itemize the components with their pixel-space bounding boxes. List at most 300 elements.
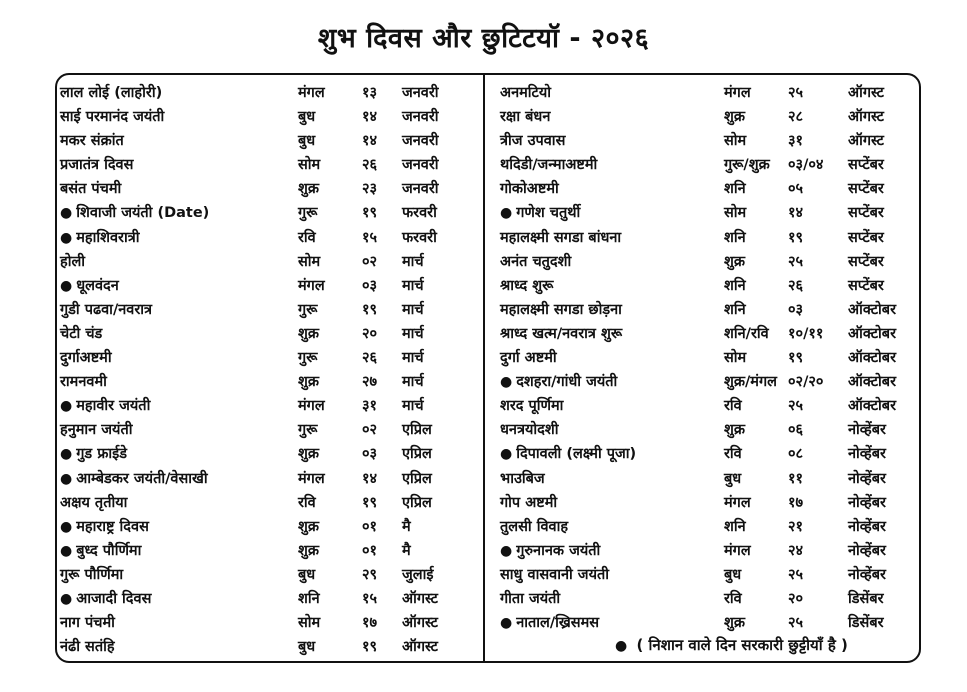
left-holiday-column	[60, 80, 480, 658]
holiday-month: सप्टेंबर	[848, 157, 884, 174]
holiday-row	[500, 176, 915, 200]
holiday-name	[500, 612, 599, 632]
holiday-name	[60, 130, 124, 150]
holiday-name	[60, 275, 119, 295]
holiday-weekday: सोम	[298, 615, 321, 632]
holiday-name-text: नंढी सतंहि	[60, 639, 115, 656]
holiday-name	[500, 178, 559, 198]
holiday-row	[60, 345, 480, 369]
holiday-weekday: सोम	[724, 205, 747, 222]
holiday-date: ०३	[362, 446, 378, 463]
holiday-weekday: रवि	[724, 446, 742, 463]
holiday-name	[60, 106, 164, 126]
holiday-name-text: साई परमानंद जयंती	[60, 109, 165, 126]
holiday-name	[60, 323, 102, 343]
holiday-weekday: रवि	[724, 398, 742, 415]
holiday-month: जनवरी	[402, 85, 439, 101]
public-holiday-bullet-icon: ●	[500, 542, 513, 559]
holiday-name-text: धनत्रयोदशी	[500, 422, 559, 439]
holiday-name	[500, 395, 563, 415]
holiday-row	[60, 152, 480, 176]
holiday-name	[500, 227, 621, 247]
holiday-month: नोव्हेंबर	[848, 422, 886, 439]
holiday-weekday: मंगल	[724, 85, 751, 101]
public-holiday-bullet-icon: ●	[60, 470, 73, 487]
holiday-weekday: गुरू	[298, 301, 318, 318]
holiday-name	[500, 564, 609, 584]
holiday-month: मार्च	[402, 301, 424, 318]
holiday-row	[60, 249, 480, 273]
holiday-month: फरवरी	[402, 229, 437, 246]
holiday-name-text: प्रजातंत्र दिवस	[60, 157, 134, 174]
holiday-name	[60, 395, 150, 415]
holiday-weekday: सोम	[724, 350, 747, 367]
holiday-weekday: रवि	[298, 229, 316, 246]
holiday-month: जुलाई	[402, 566, 434, 583]
holiday-month: ऑक्टोबर	[848, 301, 897, 318]
holiday-month: नोव्हेंबर	[848, 494, 886, 511]
holiday-name	[60, 443, 127, 463]
holiday-name	[500, 419, 558, 439]
holiday-weekday: बुध	[298, 133, 316, 150]
holiday-weekday: बुध	[298, 109, 316, 126]
holiday-weekday: बुध	[298, 566, 316, 583]
holiday-name-text: आजादी दिवस	[76, 590, 152, 607]
holiday-date: १४	[362, 470, 378, 487]
holiday-date: १४	[788, 205, 804, 222]
holiday-name	[500, 106, 550, 126]
holiday-month: ऑक्टोबर	[848, 398, 897, 415]
holiday-date: ०२	[362, 422, 378, 439]
legend-note	[615, 635, 848, 655]
holiday-name-text: साधु वासवानी जयंती	[500, 566, 610, 583]
holiday-date: १९	[362, 205, 378, 222]
holiday-name	[500, 443, 636, 463]
holiday-month: नोव्हेंबर	[848, 518, 886, 535]
holiday-date: २०	[362, 325, 378, 342]
holiday-name-text: हनुमान जयंती	[60, 422, 133, 439]
holiday-name-text: श्राध्द शुरू	[500, 277, 554, 294]
holiday-row	[500, 610, 915, 634]
public-holiday-bullet-icon: ●	[500, 374, 513, 391]
holiday-name-text: गीता जयंती	[500, 590, 561, 607]
holiday-date: १४	[362, 109, 378, 126]
holiday-row	[500, 345, 915, 369]
holiday-row	[60, 176, 480, 200]
holiday-date: १४	[362, 133, 378, 150]
holiday-name	[60, 178, 121, 198]
holiday-name	[60, 251, 85, 271]
holiday-name-text: अक्षय तृतीया	[60, 494, 128, 511]
holiday-name	[60, 588, 151, 608]
holiday-weekday: शुक्र	[298, 518, 319, 535]
holiday-name	[60, 492, 127, 512]
holiday-date: ०३	[788, 301, 804, 318]
public-holiday-bullet-icon: ●	[60, 205, 73, 222]
holiday-weekday: बुध	[724, 566, 742, 583]
holiday-weekday: रवि	[724, 590, 742, 607]
holiday-name-text: तुलसी विवाह	[500, 518, 569, 535]
holiday-row	[500, 80, 915, 104]
holiday-date: ३१	[362, 398, 378, 415]
holiday-weekday: मंगल	[298, 398, 325, 415]
right-holiday-column	[500, 80, 915, 634]
holiday-name-text: आम्बेडकर जयंती/वेसाखी	[76, 470, 208, 487]
holiday-name-text: श्राध्द खत्म/नवरात्र शुरू	[500, 325, 623, 342]
holiday-name-text: शिवाजी जयंती (Date)	[76, 205, 210, 222]
holiday-month: मार्च	[402, 277, 424, 294]
holiday-row	[500, 466, 915, 490]
holiday-name	[60, 516, 149, 536]
holiday-weekday: शनि	[298, 590, 320, 607]
holiday-weekday: गुरू	[298, 205, 318, 222]
holiday-row	[60, 610, 480, 634]
holiday-row	[500, 273, 915, 297]
holiday-month: सप्टेंबर	[848, 205, 884, 222]
holiday-weekday: शुक्र	[298, 542, 319, 559]
holiday-name	[500, 130, 565, 150]
public-holiday-bullet-icon: ●	[500, 446, 513, 463]
holiday-name	[500, 468, 545, 488]
page-title: शुभ दिवस और छुटिटयॉ - २०२६	[317, 23, 650, 54]
holiday-month: एप्रिल	[402, 470, 432, 487]
holiday-month: सप्टेंबर	[848, 181, 884, 198]
holiday-date: २४	[788, 542, 804, 559]
holiday-weekday: मंगल	[724, 494, 751, 511]
holiday-weekday: शनि	[724, 301, 746, 318]
holiday-weekday: शनि/रवि	[724, 325, 769, 342]
holiday-row	[60, 273, 480, 297]
holiday-name-text: नाग पंचमी	[60, 615, 115, 632]
holiday-name-text: महालक्ष्मी सगडा बांधना	[500, 229, 622, 246]
holiday-name-text: दिपावली (लक्ष्मी पूजा)	[516, 446, 637, 463]
holiday-date: २१	[788, 518, 804, 535]
holiday-name	[500, 275, 553, 295]
holiday-date: २६	[362, 157, 378, 174]
holiday-row	[60, 562, 480, 586]
holiday-row	[60, 369, 480, 393]
holiday-name	[500, 82, 551, 102]
holiday-row	[60, 417, 480, 441]
holiday-row	[60, 80, 480, 104]
holiday-name	[500, 492, 557, 512]
holiday-name	[500, 588, 560, 608]
holiday-name	[500, 371, 617, 391]
holiday-name	[500, 202, 580, 222]
holiday-weekday: मंगल	[724, 542, 751, 559]
holiday-month: डिसेंबर	[848, 615, 884, 632]
holiday-date: १९	[788, 350, 804, 367]
holiday-month: सप्टेंबर	[848, 277, 884, 294]
holiday-date: ०३/०४	[788, 157, 824, 174]
holiday-name	[500, 251, 571, 271]
holiday-weekday: शुक्र	[298, 181, 319, 198]
holiday-weekday: सोम	[298, 253, 321, 270]
holiday-name	[60, 612, 115, 632]
holiday-name-text: रक्षा बंधन	[500, 109, 551, 126]
holiday-name	[60, 371, 107, 391]
holiday-date: ०६	[788, 422, 804, 439]
holiday-date: २५	[788, 566, 804, 583]
holiday-name	[500, 323, 622, 343]
holiday-month: मै	[402, 518, 411, 535]
holiday-weekday: मंगल	[298, 277, 325, 294]
public-holiday-bullet-icon: ●	[60, 446, 73, 463]
holiday-date: ०१	[362, 542, 378, 559]
holiday-weekday: रवि	[298, 494, 316, 511]
holiday-weekday: मंगल	[298, 470, 325, 487]
public-holiday-bullet-icon: ●	[60, 518, 73, 535]
holiday-date: २६	[362, 350, 378, 367]
holiday-weekday: शुक्र	[298, 446, 319, 463]
holiday-month: सप्टेंबर	[848, 229, 884, 246]
holiday-weekday: शुक्र/मंगल	[724, 374, 777, 391]
holiday-name	[60, 202, 209, 222]
holiday-name	[500, 299, 622, 319]
holiday-date: ११	[788, 470, 804, 487]
holiday-row	[500, 152, 915, 176]
holiday-month: नोव्हेंबर	[848, 566, 886, 583]
holiday-name	[500, 516, 568, 536]
holiday-month: जनवरी	[402, 109, 439, 126]
holiday-weekday: शुक्र	[724, 615, 745, 632]
holiday-name-text: गोप अष्टमी	[500, 494, 558, 511]
holiday-date: ०१	[362, 518, 378, 535]
public-holiday-bullet-icon: ●	[60, 398, 73, 415]
holiday-row	[500, 225, 915, 249]
holiday-weekday: शुक्र	[724, 422, 745, 439]
holiday-month: जनवरी	[402, 133, 439, 150]
legend-bullet-icon: ●	[615, 638, 628, 654]
holiday-row	[60, 538, 480, 562]
holiday-row	[500, 249, 915, 273]
holiday-name-text: गुरू पौर्णिमा	[60, 566, 124, 583]
holiday-weekday: सोम	[724, 133, 747, 150]
holiday-date: ०५	[788, 181, 804, 198]
holiday-name-text: महावीर जयंती	[76, 398, 151, 415]
public-holiday-bullet-icon: ●	[60, 590, 73, 607]
holiday-date: १०/११	[788, 325, 824, 342]
holiday-month: ऑक्टोबर	[848, 374, 897, 391]
holiday-weekday: शुक्र	[298, 374, 319, 391]
holiday-name-text: बुध्द पौर्णिमा	[76, 542, 142, 559]
holiday-month: ऑक्टोबर	[848, 350, 897, 367]
holiday-name-text: लाल लोई (लाहोरी)	[60, 85, 163, 101]
holiday-month: जनवरी	[402, 181, 439, 198]
holiday-name-text: गुड फ्राईडे	[76, 446, 127, 463]
holiday-date: २०	[788, 590, 804, 607]
holiday-month: जनवरी	[402, 157, 439, 174]
column-divider	[483, 73, 485, 663]
holiday-date: ०२/२०	[788, 374, 824, 391]
holiday-row	[60, 321, 480, 345]
holiday-name-text: दुर्गा अष्टमी	[500, 350, 557, 367]
holiday-date: २५	[788, 85, 804, 101]
holiday-row	[500, 200, 915, 224]
holiday-row	[500, 128, 915, 152]
holiday-row	[60, 393, 480, 417]
holiday-name-text: होली	[60, 253, 86, 270]
holiday-row	[60, 466, 480, 490]
holiday-row	[60, 104, 480, 128]
holiday-row	[500, 104, 915, 128]
holiday-date: ३१	[788, 133, 804, 150]
holiday-date: ०३	[362, 277, 378, 294]
holiday-row	[500, 441, 915, 465]
holiday-month: मार्च	[402, 325, 424, 342]
holiday-date: १७	[362, 615, 378, 632]
holiday-weekday: सोम	[298, 157, 321, 174]
holiday-month: एप्रिल	[402, 494, 432, 511]
holiday-row	[60, 200, 480, 224]
holiday-weekday: बुध	[298, 639, 316, 656]
holiday-month: एप्रिल	[402, 422, 432, 439]
holiday-name-text: अनमटियो	[500, 85, 552, 101]
holiday-name	[60, 419, 132, 439]
holiday-row	[60, 128, 480, 152]
holiday-name-text: दशहरा/गांधी जयंती	[516, 374, 618, 391]
holiday-date: २३	[362, 181, 378, 198]
holiday-name	[60, 564, 123, 584]
holiday-name-text: चेटी चंड	[60, 325, 103, 342]
public-holiday-bullet-icon: ●	[60, 229, 73, 246]
holiday-date: १९	[362, 301, 378, 318]
holiday-month: ऑगस्ट	[848, 85, 884, 101]
holiday-date: १९	[362, 494, 378, 511]
holiday-name-text: गुरुनानक जयंती	[516, 542, 601, 559]
holiday-name	[60, 227, 139, 247]
public-holiday-bullet-icon: ●	[60, 542, 73, 559]
holiday-date: ०२	[362, 253, 378, 270]
holiday-row	[500, 297, 915, 321]
holiday-row	[60, 297, 480, 321]
holiday-name-text: दुर्गाअष्टमी	[60, 350, 112, 367]
holiday-name	[500, 540, 600, 560]
holiday-weekday: गुरू/शुक्र	[724, 157, 770, 174]
holiday-name	[60, 299, 152, 319]
holiday-date: २९	[362, 566, 378, 583]
holiday-month: मार्च	[402, 350, 424, 367]
holiday-name-text: गोकोअष्टमी	[500, 181, 559, 198]
holiday-row	[500, 321, 915, 345]
holiday-row	[500, 417, 915, 441]
holiday-date: १५	[362, 229, 378, 246]
holiday-row	[500, 538, 915, 562]
holiday-date: २७	[362, 374, 378, 391]
holiday-date: १७	[788, 494, 804, 511]
holiday-weekday: मंगल	[298, 85, 325, 101]
holiday-row	[500, 562, 915, 586]
holiday-name-text: रामनवमी	[60, 374, 107, 391]
holiday-row	[500, 586, 915, 610]
holiday-name-text: गणेश चतुर्थी	[516, 205, 581, 222]
holiday-name-text: शरद पूर्णिमा	[500, 398, 564, 415]
holiday-row	[60, 225, 480, 249]
holiday-date: २५	[788, 398, 804, 415]
holiday-date: १५	[362, 590, 378, 607]
holiday-name	[60, 468, 208, 488]
holiday-month: मै	[402, 542, 411, 559]
holiday-month: एप्रिल	[402, 446, 432, 463]
holiday-month: नोव्हेंबर	[848, 470, 886, 487]
holiday-row	[500, 369, 915, 393]
holiday-date: १९	[788, 229, 804, 246]
holiday-name-text: महालक्ष्मी सगडा छोड़ना	[500, 301, 622, 318]
holiday-row	[500, 393, 915, 417]
holiday-weekday: गुरू	[298, 350, 318, 367]
holiday-date: २६	[788, 277, 804, 294]
holiday-date: १३	[362, 85, 378, 101]
holiday-date: २५	[788, 615, 804, 632]
holiday-month: नोव्हेंबर	[848, 446, 886, 463]
holiday-month: ऑगस्ट	[402, 639, 438, 656]
holiday-name-text: महाराष्ट्र दिवस	[76, 518, 149, 535]
holiday-month: मार्च	[402, 253, 424, 270]
public-holiday-bullet-icon: ●	[500, 615, 513, 632]
holiday-name	[60, 636, 115, 656]
holiday-name	[500, 347, 557, 367]
holiday-weekday: शनि	[724, 518, 746, 535]
holiday-row	[500, 514, 915, 538]
holiday-month: सप्टेंबर	[848, 253, 884, 270]
holiday-name-text: थदिडी/जन्माअष्टमी	[500, 157, 598, 174]
holiday-date: १९	[362, 639, 378, 656]
holiday-name	[60, 82, 162, 102]
holiday-name-text: मकर संक्रांत	[60, 133, 124, 150]
holiday-month: मार्च	[402, 374, 424, 391]
holiday-name	[500, 154, 597, 174]
legend-note-text: ( निशान वाले दिन सरकारी छुट्टीयाँ है )	[636, 636, 848, 654]
holiday-month: नोव्हेंबर	[848, 542, 886, 559]
holiday-weekday: शनि	[724, 181, 746, 198]
holiday-weekday: गुरू	[298, 422, 318, 439]
holiday-name-text: त्रीज उपवास	[500, 133, 566, 150]
holiday-row	[60, 586, 480, 610]
holiday-weekday: बुध	[724, 470, 742, 487]
holiday-name	[60, 540, 141, 560]
holiday-month: मार्च	[402, 398, 424, 415]
holiday-date: २८	[788, 109, 804, 126]
holiday-name-text: अनंत चतुदशी	[500, 253, 572, 270]
holiday-month: फरवरी	[402, 205, 437, 222]
holiday-row	[60, 490, 480, 514]
holiday-row	[500, 490, 915, 514]
holiday-name-text: नाताल/ख्रिसमस	[516, 615, 600, 632]
holiday-name	[60, 154, 133, 174]
holiday-month: डिसेंबर	[848, 590, 884, 607]
holiday-row	[60, 441, 480, 465]
holiday-name-text: गुडी पढवा/नवरात्र	[60, 301, 153, 318]
holiday-month: ऑक्टोबर	[848, 325, 897, 342]
holiday-name-text: महाशिवरात्री	[76, 229, 140, 246]
holiday-month: ऑगस्ट	[402, 615, 438, 632]
holiday-date: ०८	[788, 446, 804, 463]
holiday-weekday: शुक्र	[724, 253, 745, 270]
public-holiday-bullet-icon: ●	[500, 205, 513, 222]
holiday-month: ऑगस्ट	[848, 109, 884, 126]
holiday-date: २५	[788, 253, 804, 270]
holiday-name	[60, 347, 112, 367]
holiday-row	[60, 634, 480, 658]
holiday-weekday: शनि	[724, 277, 746, 294]
holiday-weekday: शुक्र	[724, 109, 745, 126]
public-holiday-bullet-icon: ●	[60, 277, 73, 294]
holiday-month: ऑगस्ट	[402, 590, 438, 607]
holiday-name-text: भाउबिज	[500, 470, 545, 487]
holiday-row	[60, 514, 480, 538]
holiday-month: ऑगस्ट	[848, 133, 884, 150]
holiday-weekday: शुक्र	[298, 325, 319, 342]
